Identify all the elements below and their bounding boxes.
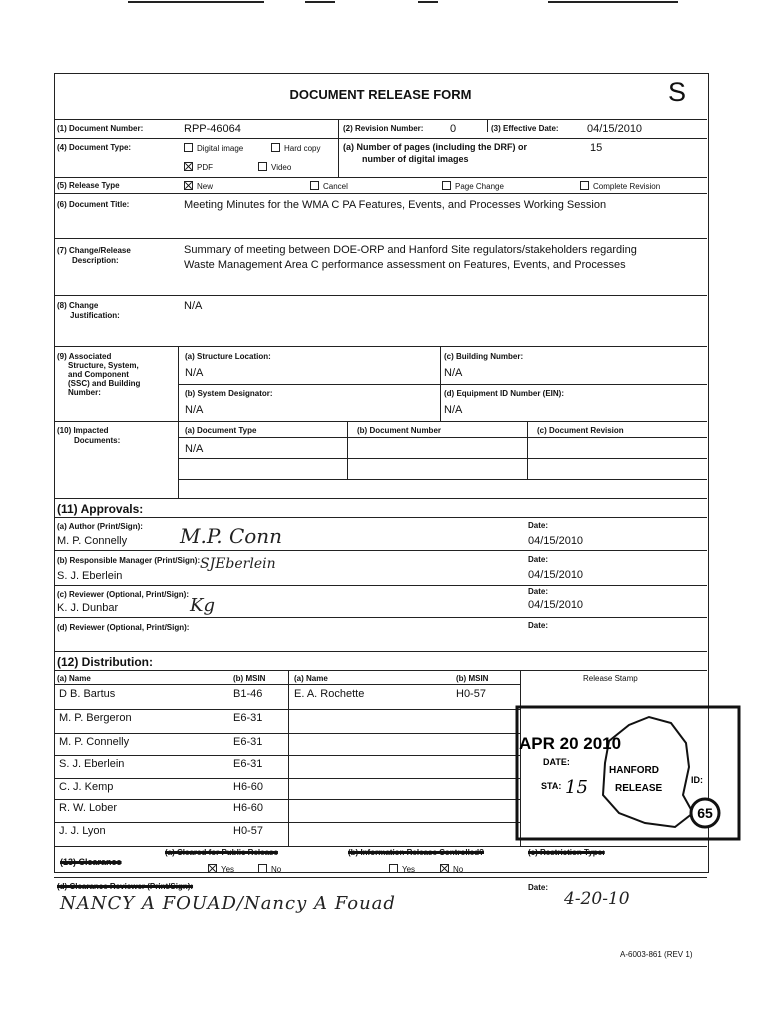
ssc-label-3: and Component: [68, 370, 129, 379]
reviewer-c-signature: Kg: [190, 595, 215, 616]
checkbox[interactable]: [258, 864, 267, 873]
manager-signature: SJEberlein: [200, 556, 276, 572]
divider: [54, 119, 707, 120]
system-designator-label: (b) System Designator:: [185, 389, 273, 398]
ssc-label-4: (SSC) and Building: [68, 379, 141, 388]
restriction-type-label: (c) Restriction Type:: [528, 848, 605, 857]
manager-date-label: Date:: [528, 555, 549, 564]
checkbox-checked[interactable]: [208, 864, 217, 873]
effective-date: 04/15/2010: [587, 123, 643, 135]
info-yes[interactable]: Yes: [389, 864, 415, 874]
justification-label: (8) Change: [57, 301, 99, 310]
author-label: (a) Author (Print/Sign):: [57, 522, 143, 531]
reviewer-c-label: (c) Reviewer (Optional, Print/Sign):: [57, 590, 190, 599]
reviewer-d-label: (d) Reviewer (Optional, Print/Sign):: [57, 623, 190, 632]
divider: [54, 709, 520, 710]
public-yes[interactable]: Yes: [208, 864, 234, 874]
opt-digital-image[interactable]: Digital image: [184, 143, 243, 153]
scan-mark: [418, 1, 438, 3]
divider: [178, 346, 179, 498]
building-number: N/A: [444, 367, 463, 379]
form-title: DOCUMENT RELEASE FORM: [289, 87, 472, 102]
divider: [54, 585, 707, 586]
doc-type-label: (4) Document Type:: [57, 143, 132, 152]
ssc-label-1: (9) Associated: [57, 352, 112, 361]
reviewer-c-date: 04/15/2010: [528, 599, 584, 611]
distribution-heading: (12) Distribution:: [57, 655, 153, 669]
author-name: M. P. Connelly: [57, 535, 128, 547]
divider: [54, 684, 520, 685]
divider: [178, 384, 707, 385]
dist-msin: B1-46: [233, 688, 263, 700]
divider: [54, 421, 707, 422]
divider: [54, 846, 707, 847]
dist-name: S. J. Eberlein: [59, 758, 125, 770]
change-release-label: (7) Change/Release: [57, 246, 131, 255]
author-date-label: Date:: [528, 521, 549, 530]
author-signature: M.P. Conn: [180, 524, 283, 548]
divider: [54, 346, 707, 347]
checkbox[interactable]: [580, 181, 589, 190]
divider: [487, 120, 488, 132]
public-release-label: (a) Cleared for Public Release: [165, 848, 278, 857]
col-document-revision: (c) Document Revision: [537, 426, 624, 435]
doc-number-label: (1) Document Number:: [57, 124, 144, 133]
info-no[interactable]: No: [440, 864, 463, 874]
reviewer-c-name: K. J. Dunbar: [57, 602, 119, 614]
manager-date: 04/15/2010: [528, 569, 584, 581]
divider: [54, 755, 520, 756]
revision-label: (2) Revision Number:: [343, 124, 424, 133]
clearance-date-label: Date:: [528, 883, 549, 892]
dist-msin: E6-31: [233, 758, 263, 770]
impacted-docs-label: (10) Impacted: [57, 426, 109, 435]
dist-name: R. W. Lober: [59, 802, 118, 814]
divider: [54, 877, 707, 878]
manager-label: (b) Responsible Manager (Print/Sign):: [57, 556, 201, 565]
corner-letter: S: [668, 77, 687, 107]
checkbox[interactable]: [184, 143, 193, 152]
divider: [178, 437, 707, 438]
divider: [338, 119, 339, 177]
equipment-id-label: (d) Equipment ID Number (EIN):: [444, 389, 564, 398]
dist-msin: H0-57: [233, 825, 263, 837]
divider: [54, 778, 520, 779]
change-description-2: Waste Management Area C performance assessment on Features, Events, and Processes: [184, 259, 626, 271]
divider: [54, 138, 707, 139]
pages-label: (a) Number of pages (including the DRF) or: [343, 142, 527, 152]
opt-video[interactable]: Video: [258, 162, 291, 172]
divider: [54, 822, 520, 823]
release-stamp: [511, 703, 741, 843]
pages-label-2: number of digital images: [362, 154, 469, 164]
opt-new[interactable]: New: [184, 181, 213, 191]
page-count: 15: [590, 142, 603, 154]
divider: [54, 617, 707, 618]
public-no[interactable]: No: [258, 864, 281, 874]
dist-col-msin: (b) MSIN: [233, 674, 266, 683]
checkbox-checked[interactable]: [184, 162, 193, 171]
divider: [54, 550, 707, 551]
ssc-label-2: Structure, System,: [68, 361, 139, 370]
divider: [178, 479, 707, 480]
divider: [347, 421, 348, 479]
stamp-date-label: DATE:: [543, 757, 570, 767]
clearance-reviewer-label: (d) Clearance Reviewer (Print/Sign):: [57, 882, 194, 891]
structure-location: N/A: [185, 367, 204, 379]
effective-date-label: (3) Effective Date:: [491, 124, 559, 133]
clearance-label: (13) Clearance: [60, 857, 122, 867]
checkbox[interactable]: [310, 181, 319, 190]
release-type-label: (5) Release Type: [57, 181, 120, 190]
scan-mark: [305, 1, 335, 3]
col-document-number: (b) Document Number: [357, 426, 441, 435]
reviewer-c-date-label: Date:: [528, 587, 549, 596]
impacted-type-value: N/A: [185, 443, 204, 455]
clearance-reviewer-signature: NANCY A FOUAD/Nancy A Fouad: [60, 893, 396, 914]
dist-col-name: (a) Name: [57, 674, 91, 683]
checkbox[interactable]: [258, 162, 267, 171]
dist-col-msin-2: (b) MSIN: [456, 674, 489, 683]
justification-label-2: Justification:: [70, 311, 120, 320]
dist-msin: E6-31: [233, 736, 263, 748]
doc-number: RPP-46064: [184, 123, 241, 135]
divider: [54, 193, 707, 194]
manager-name: S. J. Eberlein: [57, 570, 123, 582]
stamp-sta: 15: [565, 777, 588, 798]
author-date: 04/15/2010: [528, 535, 584, 547]
stamp-line-2: RELEASE: [615, 783, 663, 794]
dist-name: M. P. Connelly: [59, 736, 130, 748]
stamp-sta-label: STA:: [541, 781, 562, 791]
release-stamp-label: Release Stamp: [583, 674, 638, 683]
stamp-line-1: HANFORD: [609, 765, 659, 776]
stamp-circle-number: 65: [697, 805, 713, 821]
revision: 0: [450, 123, 457, 135]
divider: [54, 177, 707, 178]
impacted-docs-label-2: Documents:: [74, 436, 121, 445]
clearance-date-signature: 4-20-10: [564, 889, 630, 909]
divider: [54, 670, 707, 671]
divider: [54, 517, 707, 518]
checkbox[interactable]: [271, 143, 280, 152]
stamp-id-label: ID:: [691, 775, 703, 785]
checkbox[interactable]: [389, 864, 398, 873]
dist-msin: H6-60: [233, 802, 263, 814]
reviewer-d-date-label: Date:: [528, 621, 549, 630]
doc-title-label: (6) Document Title:: [57, 200, 130, 209]
dist-msin: E6-31: [233, 712, 263, 724]
dist-msin-2: H0-57: [456, 688, 486, 700]
opt-cancel[interactable]: Cancel: [310, 181, 348, 191]
opt-hard-copy[interactable]: Hard copy: [271, 143, 320, 153]
building-number-label: (c) Building Number:: [444, 352, 524, 361]
approvals-heading: (11) Approvals:: [57, 502, 144, 516]
divider: [288, 670, 289, 846]
justification-value: N/A: [184, 300, 203, 312]
equipment-id: N/A: [444, 404, 463, 416]
scan-mark: [128, 1, 264, 3]
ssc-label-5: Number:: [68, 388, 101, 397]
scan-mark: [548, 1, 678, 3]
checkbox-checked[interactable]: [440, 864, 449, 873]
form-number: A-6003-861 (REV 1): [620, 950, 693, 959]
divider: [178, 458, 707, 459]
divider: [54, 799, 520, 800]
change-description-1: Summary of meeting between DOE-ORP and Hanford Site regulators/stakeholders regarding: [184, 244, 637, 256]
opt-complete-revision[interactable]: Complete Revision: [580, 181, 660, 191]
checkbox-checked[interactable]: [184, 181, 193, 190]
stamp-date: APR 20 2010: [519, 734, 622, 753]
dist-name: D B. Bartus: [59, 688, 116, 700]
divider: [527, 421, 528, 479]
doc-title: Meeting Minutes for the WMA C PA Features, Events, and Processes Working Session: [184, 199, 607, 211]
opt-pdf[interactable]: PDF: [184, 162, 213, 172]
info-controlled-label: (b) Information Release Controlled?: [348, 848, 485, 857]
divider: [54, 733, 520, 734]
dist-msin: H6-60: [233, 781, 263, 793]
structure-location-label: (a) Structure Location:: [185, 352, 271, 361]
dist-name: M. P. Bergeron: [59, 712, 132, 724]
dist-name: C. J. Kemp: [59, 781, 114, 793]
col-document-type: (a) Document Type: [185, 426, 257, 435]
divider: [54, 238, 707, 239]
divider: [54, 651, 707, 652]
opt-page-change[interactable]: Page Change: [442, 181, 504, 191]
checkbox[interactable]: [442, 181, 451, 190]
system-designator: N/A: [185, 404, 204, 416]
dist-name-2: E. A. Rochette: [294, 688, 365, 700]
dist-col-name-2: (a) Name: [294, 674, 328, 683]
divider: [54, 498, 707, 499]
change-release-label-2: Description:: [72, 256, 119, 265]
dist-name: J. J. Lyon: [59, 825, 106, 837]
divider: [54, 295, 707, 296]
